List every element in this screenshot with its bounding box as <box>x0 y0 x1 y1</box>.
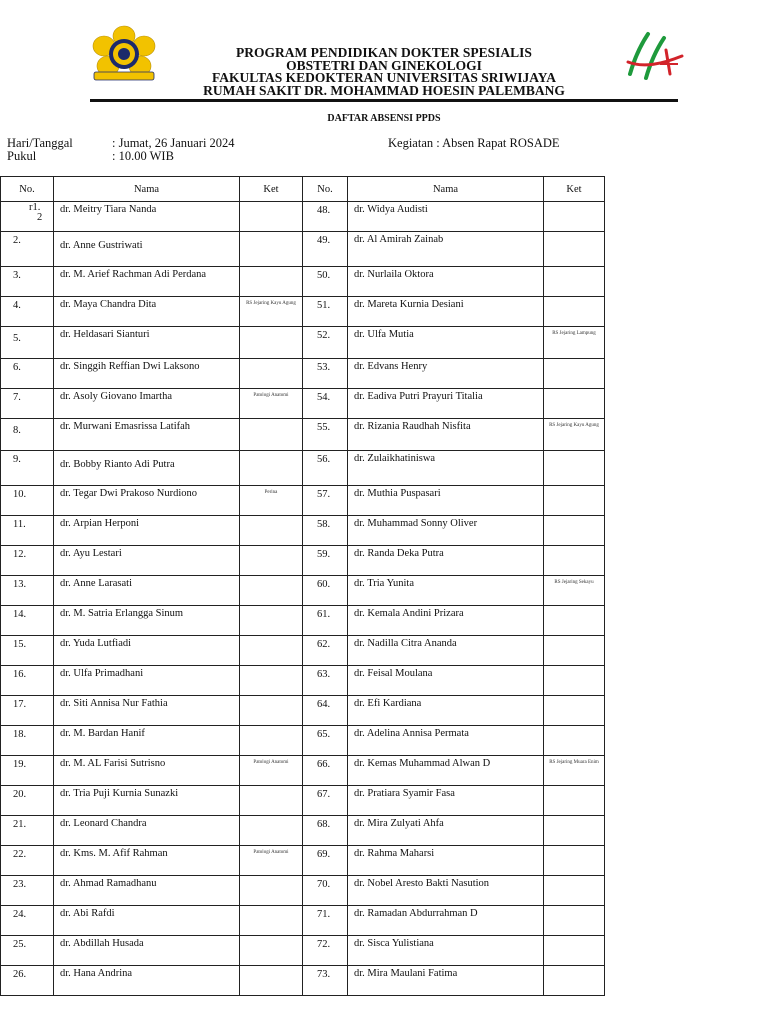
table-row <box>1 297 605 327</box>
row-name-right: dr. Nobel Aresto Bakti Nasution <box>348 876 544 906</box>
row-note-left <box>240 666 303 696</box>
row-name-right: dr. Mira Zulyati Ahfa <box>348 816 544 846</box>
row-number-right: 62. <box>303 636 348 666</box>
row-note-left <box>240 419 303 451</box>
row-name-left: dr. Ayu Lestari <box>54 546 240 576</box>
row-note-left: RS Jejaring Kayu Agung <box>240 297 303 327</box>
row-note-left <box>240 966 303 996</box>
row-note-right <box>544 606 605 636</box>
row-note-right <box>544 486 605 516</box>
table-row <box>1 636 605 666</box>
row-note-left <box>240 906 303 936</box>
row-number-right: 57. <box>303 486 348 516</box>
row-name-left: dr. Ulfa Primadhani <box>54 666 240 696</box>
row-number-right: 51. <box>303 297 348 327</box>
table-row <box>1 816 605 846</box>
row-number-right: 49. <box>303 232 348 267</box>
row-number-left: 24. <box>1 906 54 936</box>
attendance-table <box>0 176 605 996</box>
row-number-left: 14. <box>1 606 54 636</box>
header-line: OBSTETRI DAN GINEKOLOGI <box>286 57 482 73</box>
table-row <box>1 327 605 359</box>
row-number-left: 16. <box>1 666 54 696</box>
row-number-left: 23. <box>1 876 54 906</box>
row-name-right: dr. Ramadan Abdurrahman D <box>348 906 544 936</box>
row-name-right: dr. Feisal Moulana <box>348 666 544 696</box>
column-header: No. <box>303 177 348 202</box>
time-label: Pukul <box>7 149 37 163</box>
row-number-left: 26. <box>1 966 54 996</box>
row-number-line: 2 <box>37 212 43 223</box>
row-name-left: dr. Kms. M. Afif Rahman <box>54 846 240 876</box>
column-header: Ket <box>544 177 605 202</box>
table-row <box>1 696 605 726</box>
row-note-left <box>240 576 303 606</box>
row-name-left: dr. Anne Larasati <box>54 576 240 606</box>
row-name-left: dr. Arpian Herponi <box>54 516 240 546</box>
row-number-left: 3. <box>1 267 54 297</box>
column-header: Nama <box>348 177 544 202</box>
row-note-left <box>240 546 303 576</box>
row-number-left: 9. <box>1 451 54 486</box>
row-note-right <box>544 546 605 576</box>
row-number-left <box>1 202 54 232</box>
row-number-left: 6. <box>1 359 54 389</box>
row-note-right <box>544 389 605 419</box>
row-number-right: 50. <box>303 267 348 297</box>
row-number-right: 55. <box>303 419 348 451</box>
row-number-right: 71. <box>303 906 348 936</box>
row-number-left: 22. <box>1 846 54 876</box>
university-logo <box>88 24 160 84</box>
row-number-right: 61. <box>303 606 348 636</box>
row-name-left: dr. Tria Puji Kurnia Sunazki <box>54 786 240 816</box>
row-name-right: dr. Tria Yunita <box>348 576 544 606</box>
row-note-left <box>240 786 303 816</box>
row-name-left: dr. Singgih Reffian Dwi Laksono <box>54 359 240 389</box>
row-name-left: dr. Hana Andrina <box>54 966 240 996</box>
row-note-right <box>544 696 605 726</box>
table-row <box>1 419 605 451</box>
row-note-right: RS Jejaring Sekayu <box>544 576 605 606</box>
row-number-right: 70. <box>303 876 348 906</box>
row-number-line: r1. <box>29 202 41 213</box>
activity-label: Kegiatan : Absen Rapat ROSADE <box>388 136 560 150</box>
row-number-right: 60. <box>303 576 348 606</box>
row-name-left: dr. Heldasari Sianturi <box>54 327 240 359</box>
table-row <box>1 786 605 816</box>
row-note-left <box>240 936 303 966</box>
row-note-left <box>240 606 303 636</box>
row-name-right: dr. Nurlaila Oktora <box>348 267 544 297</box>
row-name-right: dr. Widya Audisti <box>348 202 544 232</box>
row-number-right: 72. <box>303 936 348 966</box>
row-note-left <box>240 232 303 267</box>
row-number-left: 17. <box>1 696 54 726</box>
document-title: DAFTAR ABSENSI PPDS <box>327 113 441 124</box>
row-number-left: 13. <box>1 576 54 606</box>
row-name-right: dr. Pratiara Syamir Fasa <box>348 786 544 816</box>
row-name-right: dr. Eadiva Putri Prayuri Titalia <box>348 389 544 419</box>
date-value: : Jumat, 26 Januari 2024 <box>112 136 235 150</box>
table-row <box>1 389 605 419</box>
column-header: Ket <box>240 177 303 202</box>
row-note-right <box>544 966 605 996</box>
row-note-right <box>544 516 605 546</box>
row-name-right: dr. Sisca Yulistiana <box>348 936 544 966</box>
row-number-right: 56. <box>303 451 348 486</box>
row-name-left: dr. Asoly Giovano Imartha <box>54 389 240 419</box>
row-note-right <box>544 202 605 232</box>
row-name-right: dr. Kemala Andini Prizara <box>348 606 544 636</box>
table-row <box>1 267 605 297</box>
row-name-left: dr. Yuda Lutfiadi <box>54 636 240 666</box>
row-name-left: dr. M. Satria Erlangga Sinum <box>54 606 240 636</box>
row-note-left <box>240 726 303 756</box>
row-note-left <box>240 516 303 546</box>
row-note-left <box>240 202 303 232</box>
row-number-left: 20. <box>1 786 54 816</box>
row-number-right: 52. <box>303 327 348 359</box>
row-note-right <box>544 816 605 846</box>
table-row <box>1 516 605 546</box>
row-number-left: 7. <box>1 389 54 419</box>
table-row <box>1 936 605 966</box>
row-name-left: dr. Tegar Dwi Prakoso Nurdiono <box>54 486 240 516</box>
row-note-right <box>544 786 605 816</box>
column-header: Nama <box>54 177 240 202</box>
row-note-left <box>240 636 303 666</box>
row-number-left: 5. <box>1 327 54 359</box>
row-name-left: dr. Maya Chandra Dita <box>54 297 240 327</box>
row-name-right: dr. Edvans Henry <box>348 359 544 389</box>
row-number-right: 53. <box>303 359 348 389</box>
row-note-left <box>240 327 303 359</box>
row-name-left: dr. M. AL Farisi Sutrisno <box>54 756 240 786</box>
header-divider <box>90 99 678 102</box>
row-name-right: dr. Adelina Annisa Permata <box>348 726 544 756</box>
table-row <box>1 486 605 516</box>
header-line: PROGRAM PENDIDIKAN DOKTER SPESIALIS <box>236 45 532 60</box>
table-row <box>1 756 605 786</box>
row-number-right: 66. <box>303 756 348 786</box>
row-name-left: dr. M. Bardan Hanif <box>54 726 240 756</box>
row-note-right <box>544 297 605 327</box>
row-name-right: dr. Kemas Muhammad Alwan D <box>348 756 544 786</box>
table-row <box>1 546 605 576</box>
row-name-right: dr. Nadilla Citra Ananda <box>348 636 544 666</box>
row-number-right: 48. <box>303 202 348 232</box>
row-name-right: dr. Muhammad Sonny Oliver <box>348 516 544 546</box>
row-note-left <box>240 816 303 846</box>
table-row <box>1 846 605 876</box>
row-note-right <box>544 359 605 389</box>
row-name-right: dr. Mira Maulani Fatima <box>348 966 544 996</box>
row-number-left: 25. <box>1 936 54 966</box>
row-number-left: 12. <box>1 546 54 576</box>
row-number-right: 67. <box>303 786 348 816</box>
table-row <box>1 966 605 996</box>
table-header-row <box>1 177 605 202</box>
row-name-left: dr. Murwani Emasrissa Latifah <box>54 419 240 451</box>
row-name-right: dr. Mareta Kurnia Desiani <box>348 297 544 327</box>
row-number-left: 15. <box>1 636 54 666</box>
header-line: RUMAH SAKIT DR. MOHAMMAD HOESIN PALEMBANG <box>203 82 565 98</box>
row-name-left: dr. Anne Gustriwati <box>54 232 240 267</box>
row-note-right <box>544 666 605 696</box>
row-name-left: dr. Bobby Rianto Adi Putra <box>54 451 240 486</box>
row-number-left: 2. <box>1 232 54 267</box>
row-number-right: 69. <box>303 846 348 876</box>
table-row <box>1 576 605 606</box>
row-name-left: dr. Abdillah Husada <box>54 936 240 966</box>
row-name-left: dr. Abi Rafdi <box>54 906 240 936</box>
row-name-right: dr. Ulfa Mutia <box>348 327 544 359</box>
row-number-right: 54. <box>303 389 348 419</box>
row-number-left: 19. <box>1 756 54 786</box>
hospital-logo <box>622 30 686 82</box>
row-number-right: 58. <box>303 516 348 546</box>
table-row <box>1 726 605 756</box>
table-row <box>1 906 605 936</box>
row-note-right <box>544 726 605 756</box>
row-note-right: RS Jejaring Muara Enim <box>544 756 605 786</box>
row-name-right: dr. Rizania Raudhah Nisfita <box>348 419 544 451</box>
row-note-right <box>544 906 605 936</box>
table-row <box>1 876 605 906</box>
row-name-right: dr. Zulaikhatiniswa <box>348 451 544 486</box>
row-name-left: dr. Siti Annisa Nur Fathia <box>54 696 240 726</box>
row-note-left <box>240 267 303 297</box>
row-note-right: RS Jejaring Lampung <box>544 327 605 359</box>
row-number-left: 4. <box>1 297 54 327</box>
time-value: : 10.00 WIB <box>112 149 174 163</box>
row-note-left: Patologi Anatomi <box>240 756 303 786</box>
row-number-right: 63. <box>303 666 348 696</box>
row-name-left: dr. Ahmad Ramadhanu <box>54 876 240 906</box>
row-number-right: 65. <box>303 726 348 756</box>
row-number-left: 21. <box>1 816 54 846</box>
row-note-left <box>240 876 303 906</box>
column-header: No. <box>1 177 54 202</box>
table-row <box>1 666 605 696</box>
row-note-left <box>240 696 303 726</box>
row-note-right <box>544 936 605 966</box>
row-note-right <box>544 636 605 666</box>
row-number-left: 11. <box>1 516 54 546</box>
row-name-right: dr. Rahma Maharsi <box>348 846 544 876</box>
header-line: FAKULTAS KEDOKTERAN UNIVERSITAS SRIWIJAYA <box>212 70 556 85</box>
row-name-right: dr. Efi Kardiana <box>348 696 544 726</box>
institution-header <box>170 47 598 97</box>
row-note-left: Patologi Anatomi <box>240 389 303 419</box>
row-name-left: dr. M. Arief Rachman Adi Perdana <box>54 267 240 297</box>
row-number-right: 73. <box>303 966 348 996</box>
row-note-right <box>544 876 605 906</box>
row-number-left: 18. <box>1 726 54 756</box>
row-number-left: 8. <box>1 419 54 451</box>
row-note-right <box>544 232 605 267</box>
row-number-right: 64. <box>303 696 348 726</box>
row-number-right: 59. <box>303 546 348 576</box>
row-note-left: Patologi Anatomi <box>240 846 303 876</box>
table-row <box>1 202 605 232</box>
row-name-right: dr. Randa Deka Putra <box>348 546 544 576</box>
row-number-right: 68. <box>303 816 348 846</box>
date-label: Hari/Tanggal <box>7 136 73 150</box>
row-name-right: dr. Muthia Puspasari <box>348 486 544 516</box>
row-note-right <box>544 451 605 486</box>
table-row <box>1 359 605 389</box>
row-name-right: dr. Al Amirah Zainab <box>348 232 544 267</box>
row-note-right <box>544 846 605 876</box>
table-row <box>1 232 605 267</box>
row-note-left <box>240 451 303 486</box>
row-note-left <box>240 359 303 389</box>
row-name-left: dr. Leonard Chandra <box>54 816 240 846</box>
row-note-right: RS Jejaring Kayu Agung <box>544 419 605 451</box>
row-name-left: dr. Meitry Tiara Nanda <box>54 202 240 232</box>
row-note-right <box>544 267 605 297</box>
table-row <box>1 606 605 636</box>
row-note-left: Perina <box>240 486 303 516</box>
row-number-left: 10. <box>1 486 54 516</box>
table-row <box>1 451 605 486</box>
